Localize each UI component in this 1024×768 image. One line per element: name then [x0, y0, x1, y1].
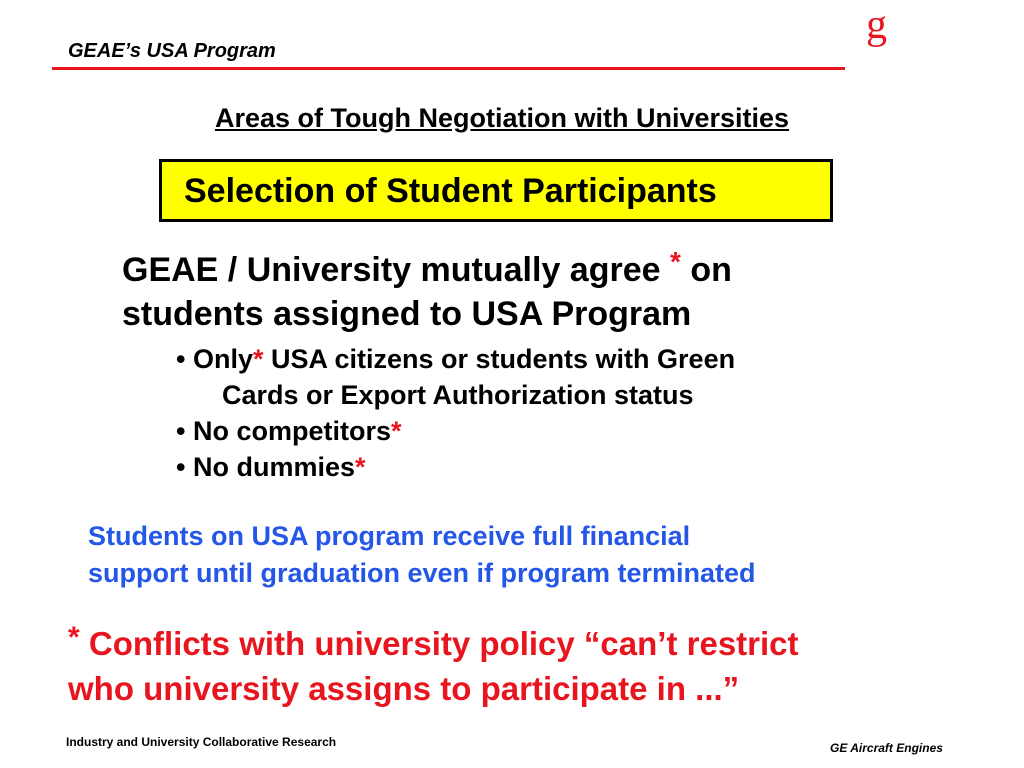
bullet-text: No competitors	[192, 416, 391, 446]
note-line-1: Conflicts with university policy “can’t restrict	[79, 625, 799, 662]
note-line-1: Students on USA program receive full financial	[88, 521, 691, 551]
main-statement-part-1: GEAE / University mutually agree	[122, 251, 670, 289]
footer-left-text: Industry and University Collaborative Research	[66, 735, 337, 749]
main-statement-part-2: on	[680, 251, 732, 289]
slide-subtitle: Areas of Tough Negotiation with Universities	[214, 103, 790, 133]
financial-support-note	[88, 518, 756, 592]
list-item	[176, 413, 735, 449]
asterisk-marker: *	[252, 344, 264, 374]
bullet-icon: •	[176, 452, 186, 482]
asterisk-marker: *	[669, 246, 681, 277]
asterisk-marker: *	[391, 416, 402, 446]
bullet-text: USA citizens or students with Green	[263, 344, 736, 374]
footer-right-text: GE Aircraft Engines	[830, 741, 943, 755]
highlight-box-text: Selection of Student Participants	[184, 172, 717, 210]
asterisk-marker: *	[68, 621, 80, 654]
bullet-list	[176, 341, 735, 485]
note-line-2: who university assigns to participate in ...”	[68, 670, 740, 707]
ge-logo: g	[866, 2, 887, 48]
main-statement	[122, 246, 922, 335]
bullet-text: Only	[192, 344, 253, 374]
bullet-icon: •	[176, 416, 186, 446]
main-statement-line-2: students assigned to USA Program	[122, 295, 692, 333]
header-divider	[52, 67, 845, 70]
header-title: GEAE’s USA Program	[68, 40, 276, 62]
asterisk-marker: *	[355, 452, 366, 482]
bullet-icon: •	[176, 344, 186, 374]
policy-conflict-note	[68, 622, 799, 710]
list-item	[176, 449, 735, 485]
bullet-text-continued: Cards or Export Authorization status	[222, 380, 694, 410]
bullet-text: No dummies	[192, 452, 355, 482]
list-item	[176, 341, 735, 377]
note-line-2: support until graduation even if program terminated	[88, 558, 756, 588]
